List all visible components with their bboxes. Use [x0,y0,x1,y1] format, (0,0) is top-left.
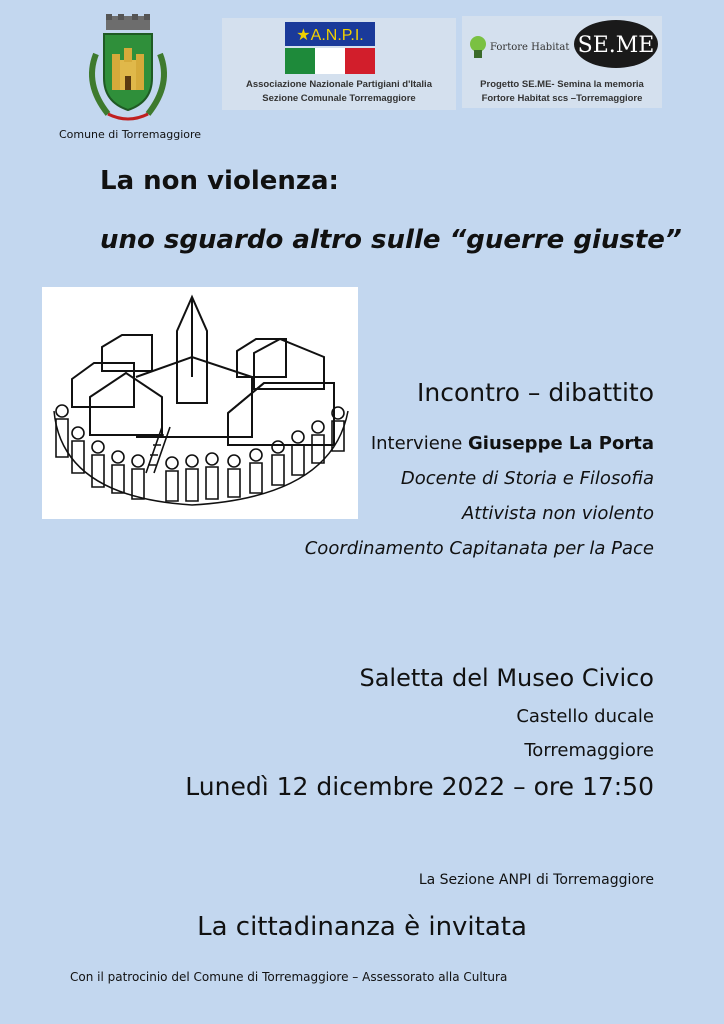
venue-place-line1: Castello ducale [516,706,654,727]
anpi-caption-line1: Associazione Nazionale Partigiani d'Italia [246,79,432,90]
seme-caption-line2: Fortore Habitat scs –Torremaggiore [481,93,643,104]
seme-mark-left: Fortore Habitat [490,42,570,53]
speaker-role-1: Docente di Storia e Filosofia [400,468,654,489]
title-line2: uno sguardo altro sulle “guerre giuste” [100,225,682,255]
speaker-role-2: Attivista non violento [461,503,654,524]
seme-caption [462,78,662,106]
comune-crest-icon [78,14,178,126]
organizer: La Sezione ANPI di Torremaggiore [418,872,654,888]
title-line1: La non violenza: [100,166,339,196]
speaker-line [371,433,654,454]
patronage-note: Con il patrocinio del Comune di Torremaggiore – Assessorato alla Cultura [70,970,508,984]
speaker-prefix: Interviene [370,433,468,454]
seme-logo-icon [466,18,658,74]
event-type: Incontro – dibattito [417,378,654,407]
village-people-illustration [42,287,358,519]
venue: Saletta del Museo Civico [359,664,654,692]
anpi-flag-icon [285,22,375,74]
anpi-mark: ★A.N.P.I. [296,27,364,44]
speaker-name: Giuseppe La Porta [468,433,654,454]
anpi-caption [222,78,456,106]
event-datetime: Lunedì 12 dicembre 2022 – ore 17:50 [185,772,654,801]
speaker-role-3: Coordinamento Capitanata per la Pace [304,538,654,559]
comune-caption: Comune di Torremaggiore [58,128,202,141]
invitation: La cittadinanza è invitata [197,912,527,942]
seme-caption-line1: Progetto SE.ME- Semina la memoria [480,79,644,90]
anpi-caption-line2: Sezione Comunale Torremaggiore [262,93,416,104]
seme-mark-right: SE.ME [577,33,655,58]
venue-place-line2: Torremaggiore [524,740,654,761]
